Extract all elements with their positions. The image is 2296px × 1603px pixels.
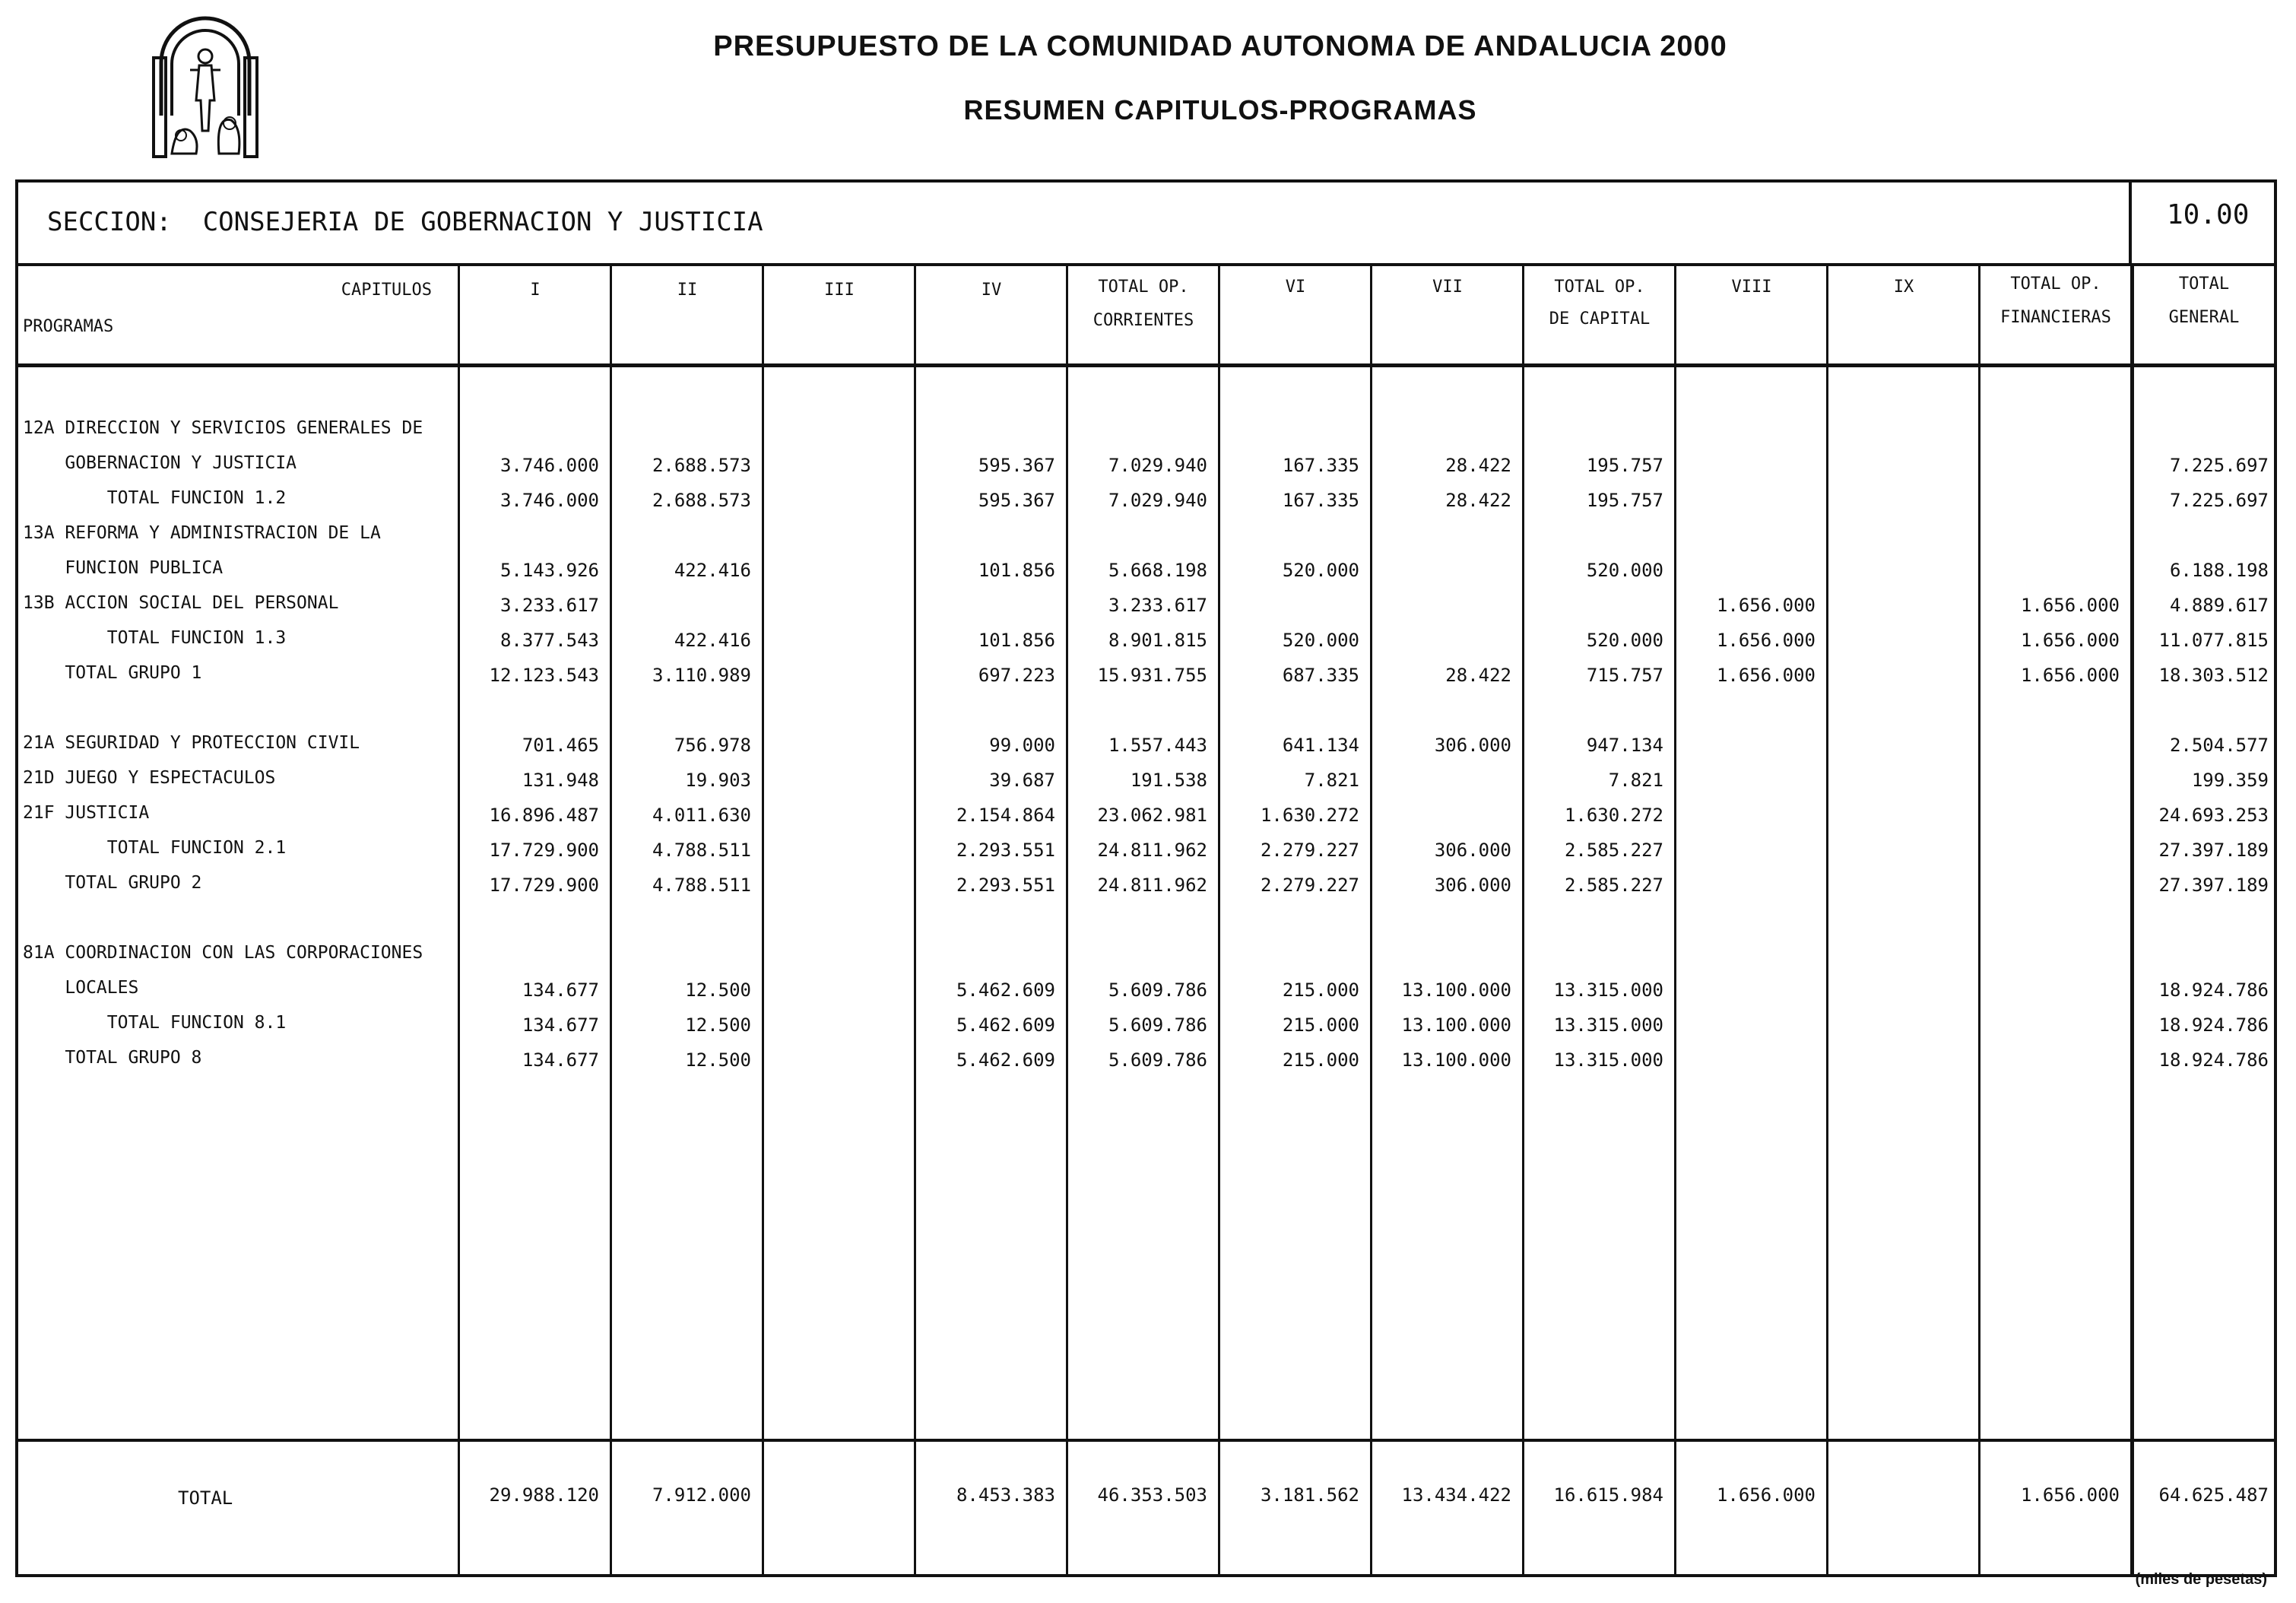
header-col-iii: III <box>824 281 855 300</box>
column-rule <box>1826 263 1828 1577</box>
total-cell-col-viii: 1.656.000 <box>1716 1484 1816 1506</box>
cell-total-general: 11.077.815 <box>2158 630 2269 651</box>
header-total-op-financieras-2: FINANCIERAS <box>2000 308 2111 327</box>
total-cell-total-op-capital: 16.615.984 <box>1553 1484 1663 1506</box>
row-label: TOTAL FUNCION 1.3 <box>23 628 287 648</box>
total-cell-col-iv: 8.453.383 <box>956 1484 1055 1506</box>
cell-col-ii: 756.978 <box>674 735 751 756</box>
cell-total-op-capital: 520.000 <box>1586 560 1663 581</box>
cell-total-op-financieras: 1.656.000 <box>2020 665 2120 686</box>
row-label: TOTAL FUNCION 1.2 <box>23 488 287 508</box>
cell-col-vi: 687.335 <box>1282 665 1359 686</box>
cell-col-i: 17.729.900 <box>489 875 599 896</box>
seccion-divider <box>15 263 2277 266</box>
cell-col-iv: 5.462.609 <box>956 1014 1055 1036</box>
cell-total-general: 6.188.198 <box>2169 560 2269 581</box>
cell-col-vii: 28.422 <box>1445 455 1511 476</box>
cell-col-vii: 13.100.000 <box>1401 1014 1511 1036</box>
total-divider <box>15 1439 2277 1442</box>
row-label: 13A REFORMA Y ADMINISTRACION DE LA <box>23 523 381 543</box>
header-total-op-capital-2: DE CAPITAL <box>1549 309 1651 329</box>
total-cell-total-op-corrientes: 46.353.503 <box>1097 1484 1207 1506</box>
cell-total-general: 27.397.189 <box>2158 840 2269 861</box>
cell-col-iv: 39.687 <box>989 770 1055 791</box>
column-rule <box>1674 263 1676 1577</box>
cell-total-op-corrientes: 1.557.443 <box>1108 735 1207 756</box>
cell-col-i: 134.677 <box>522 1049 599 1071</box>
column-rule <box>1978 263 1980 1577</box>
cell-col-ii: 4.788.511 <box>652 875 751 896</box>
cell-col-ii: 4.011.630 <box>652 805 751 826</box>
row-label: 13B ACCION SOCIAL DEL PERSONAL <box>23 593 339 613</box>
cell-total-general: 18.924.786 <box>2158 979 2269 1001</box>
cell-col-vi: 2.279.227 <box>1260 875 1359 896</box>
cell-col-i: 12.123.543 <box>489 665 599 686</box>
cell-total-op-financieras: 1.656.000 <box>2020 630 2120 651</box>
cell-col-i: 134.677 <box>522 979 599 1001</box>
cell-total-op-corrientes: 5.609.786 <box>1108 1049 1207 1071</box>
cell-col-i: 3.746.000 <box>499 490 599 511</box>
grand-total-label: TOTAL <box>178 1487 233 1509</box>
cell-total-op-capital: 2.585.227 <box>1564 840 1663 861</box>
cell-col-ii: 422.416 <box>674 630 751 651</box>
document-title: PRESUPUESTO DE LA COMUNIDAD AUTONOMA DE ANDALUCIA 2000 <box>713 30 1727 62</box>
cell-col-iv: 101.856 <box>978 560 1055 581</box>
cell-total-op-corrientes: 7.029.940 <box>1108 455 1207 476</box>
cell-col-vi: 215.000 <box>1282 1014 1359 1036</box>
cell-col-i: 16.896.487 <box>489 805 599 826</box>
cell-col-vii: 13.100.000 <box>1401 979 1511 1001</box>
cell-col-vii: 13.100.000 <box>1401 1049 1511 1071</box>
total-cell-total-general: 64.625.487 <box>2158 1484 2269 1506</box>
cell-col-vi: 520.000 <box>1282 630 1359 651</box>
cell-total-op-capital: 7.821 <box>1608 770 1663 791</box>
cell-col-iv: 5.462.609 <box>956 1049 1055 1071</box>
header-col-iv: IV <box>981 281 1002 300</box>
header-col-ix: IX <box>1893 278 1914 297</box>
row-label: TOTAL FUNCION 8.1 <box>23 1013 287 1033</box>
row-label: FUNCION PUBLICA <box>23 558 224 578</box>
row-label: 12A DIRECCION Y SERVICIOS GENERALES DE <box>23 418 423 438</box>
cell-total-op-corrientes: 15.931.755 <box>1097 665 1207 686</box>
cell-col-vi: 7.821 <box>1304 770 1359 791</box>
header-programas: PROGRAMAS <box>23 317 114 336</box>
cell-col-ii: 19.903 <box>685 770 751 791</box>
code-separator <box>2129 179 2132 265</box>
cell-total-op-capital: 715.757 <box>1586 665 1663 686</box>
cell-col-vii: 306.000 <box>1434 735 1511 756</box>
cell-col-i: 131.948 <box>522 770 599 791</box>
cell-col-vi: 2.279.227 <box>1260 840 1359 861</box>
cell-col-viii: 1.656.000 <box>1716 630 1816 651</box>
cell-col-vii: 306.000 <box>1434 840 1511 861</box>
cell-total-op-corrientes: 24.811.962 <box>1097 875 1207 896</box>
cell-col-vi: 641.134 <box>1282 735 1359 756</box>
column-rule <box>762 263 764 1577</box>
total-cell-col-ii: 7.912.000 <box>652 1484 751 1506</box>
cell-col-i: 17.729.900 <box>489 840 599 861</box>
cell-col-ii: 3.110.989 <box>652 665 751 686</box>
cell-total-op-capital: 195.757 <box>1586 490 1663 511</box>
cell-col-vi: 167.335 <box>1282 455 1359 476</box>
cell-total-general: 7.225.697 <box>2169 490 2269 511</box>
cell-total-op-corrientes: 23.062.981 <box>1097 805 1207 826</box>
cell-col-iv: 595.367 <box>978 455 1055 476</box>
cell-col-iv: 5.462.609 <box>956 979 1055 1001</box>
cell-col-iv: 697.223 <box>978 665 1055 686</box>
header-total-op-capital-1: TOTAL OP. <box>1554 278 1645 297</box>
cell-total-general: 18.924.786 <box>2158 1049 2269 1071</box>
header-capitulos: CAPITULOS <box>341 281 432 300</box>
document-subtitle: RESUMEN CAPITULOS-PROGRAMAS <box>963 94 1477 125</box>
cell-col-iv: 2.154.864 <box>956 805 1055 826</box>
cell-total-op-capital: 13.315.000 <box>1553 1049 1663 1071</box>
cell-col-viii: 1.656.000 <box>1716 595 1816 616</box>
row-label: 21A SEGURIDAD Y PROTECCION CIVIL <box>23 733 360 753</box>
header-divider <box>15 363 2277 367</box>
header-col-i: I <box>530 281 541 300</box>
row-label: GOBERNACION Y JUSTICIA <box>23 453 297 473</box>
cell-col-ii: 2.688.573 <box>652 455 751 476</box>
total-cell-total-op-financieras: 1.656.000 <box>2020 1484 2120 1506</box>
row-label: TOTAL GRUPO 1 <box>23 663 202 683</box>
cell-col-viii: 1.656.000 <box>1716 665 1816 686</box>
cell-col-iv: 99.000 <box>989 735 1055 756</box>
cell-col-vi: 215.000 <box>1282 1049 1359 1071</box>
cell-total-general: 18.924.786 <box>2158 1014 2269 1036</box>
cell-total-general: 199.359 <box>2191 770 2269 791</box>
total-cell-col-vii: 13.434.422 <box>1401 1484 1511 1506</box>
cell-col-iv: 2.293.551 <box>956 840 1055 861</box>
cell-col-i: 3.746.000 <box>499 455 599 476</box>
cell-total-op-capital: 195.757 <box>1586 455 1663 476</box>
row-label: 21D JUEGO Y ESPECTACULOS <box>23 768 276 788</box>
cell-col-i: 701.465 <box>522 735 599 756</box>
cell-total-general: 4.889.617 <box>2169 595 2269 616</box>
row-label: TOTAL GRUPO 2 <box>23 873 202 893</box>
header-col-vi: VI <box>1285 278 1306 297</box>
row-label: TOTAL GRUPO 8 <box>23 1048 202 1068</box>
cell-col-vi: 167.335 <box>1282 490 1359 511</box>
header-col-vii: VII <box>1432 278 1463 297</box>
cell-col-iv: 595.367 <box>978 490 1055 511</box>
cell-col-i: 134.677 <box>522 1014 599 1036</box>
cell-col-iv: 2.293.551 <box>956 875 1055 896</box>
unit-note: (miles de pesetas) <box>2135 1571 2267 1588</box>
cell-total-general: 7.225.697 <box>2169 455 2269 476</box>
seccion-code: 10.00 <box>2167 199 2250 230</box>
header-total-general-1: TOTAL <box>2178 275 2230 294</box>
cell-col-vii: 28.422 <box>1445 665 1511 686</box>
row-label: 21F JUSTICIA <box>23 803 150 823</box>
cell-col-vi: 1.630.272 <box>1260 805 1359 826</box>
row-label: LOCALES <box>23 978 139 998</box>
header-total-op-corrientes-2: CORRIENTES <box>1093 311 1194 330</box>
cell-col-vii: 28.422 <box>1445 490 1511 511</box>
cell-total-op-corrientes: 3.233.617 <box>1108 595 1207 616</box>
cell-total-op-corrientes: 5.668.198 <box>1108 560 1207 581</box>
cell-total-op-capital: 520.000 <box>1586 630 1663 651</box>
cell-total-op-corrientes: 5.609.786 <box>1108 979 1207 1001</box>
cell-total-op-corrientes: 191.538 <box>1130 770 1207 791</box>
cell-total-op-capital: 13.315.000 <box>1553 1014 1663 1036</box>
cell-total-op-corrientes: 24.811.962 <box>1097 840 1207 861</box>
cell-total-op-corrientes: 8.901.815 <box>1108 630 1207 651</box>
cell-col-vii: 306.000 <box>1434 875 1511 896</box>
cell-total-op-capital: 1.630.272 <box>1564 805 1663 826</box>
row-label: TOTAL FUNCION 2.1 <box>23 838 287 858</box>
cell-col-vi: 520.000 <box>1282 560 1359 581</box>
header-total-op-financieras-1: TOTAL OP. <box>2010 275 2101 294</box>
cell-total-op-capital: 947.134 <box>1586 735 1663 756</box>
cell-col-ii: 4.788.511 <box>652 840 751 861</box>
total-cell-col-vi: 3.181.562 <box>1260 1484 1359 1506</box>
total-cell-col-i: 29.988.120 <box>489 1484 599 1506</box>
header-col-ii: II <box>677 281 698 300</box>
cell-col-iv: 101.856 <box>978 630 1055 651</box>
cell-col-ii: 12.500 <box>685 979 751 1001</box>
cell-total-general: 18.303.512 <box>2158 665 2269 686</box>
seccion-label: SECCION: CONSEJERIA DE GOBERNACION Y JUSTICIA <box>47 207 763 237</box>
cell-total-general: 2.504.577 <box>2169 735 2269 756</box>
cell-total-op-financieras: 1.656.000 <box>2020 595 2120 616</box>
cell-total-op-corrientes: 5.609.786 <box>1108 1014 1207 1036</box>
cell-col-ii: 422.416 <box>674 560 751 581</box>
cell-total-general: 24.693.253 <box>2158 805 2269 826</box>
cell-col-ii: 2.688.573 <box>652 490 751 511</box>
cell-total-op-capital: 2.585.227 <box>1564 875 1663 896</box>
header-total-op-corrientes-1: TOTAL OP. <box>1098 278 1189 297</box>
cell-total-op-capital: 13.315.000 <box>1553 979 1663 1001</box>
row-label: 81A COORDINACION CON LAS CORPORACIONES <box>23 943 423 963</box>
cell-col-ii: 12.500 <box>685 1049 751 1071</box>
cell-col-vi: 215.000 <box>1282 979 1359 1001</box>
cell-col-i: 3.233.617 <box>499 595 599 616</box>
cell-col-i: 8.377.543 <box>499 630 599 651</box>
header-total-general-2: GENERAL <box>2168 308 2240 327</box>
header-col-viii: VIII <box>1731 278 1772 297</box>
cell-col-i: 5.143.926 <box>499 560 599 581</box>
cell-total-op-corrientes: 7.029.940 <box>1108 490 1207 511</box>
cell-col-ii: 12.500 <box>685 1014 751 1036</box>
cell-total-general: 27.397.189 <box>2158 875 2269 896</box>
